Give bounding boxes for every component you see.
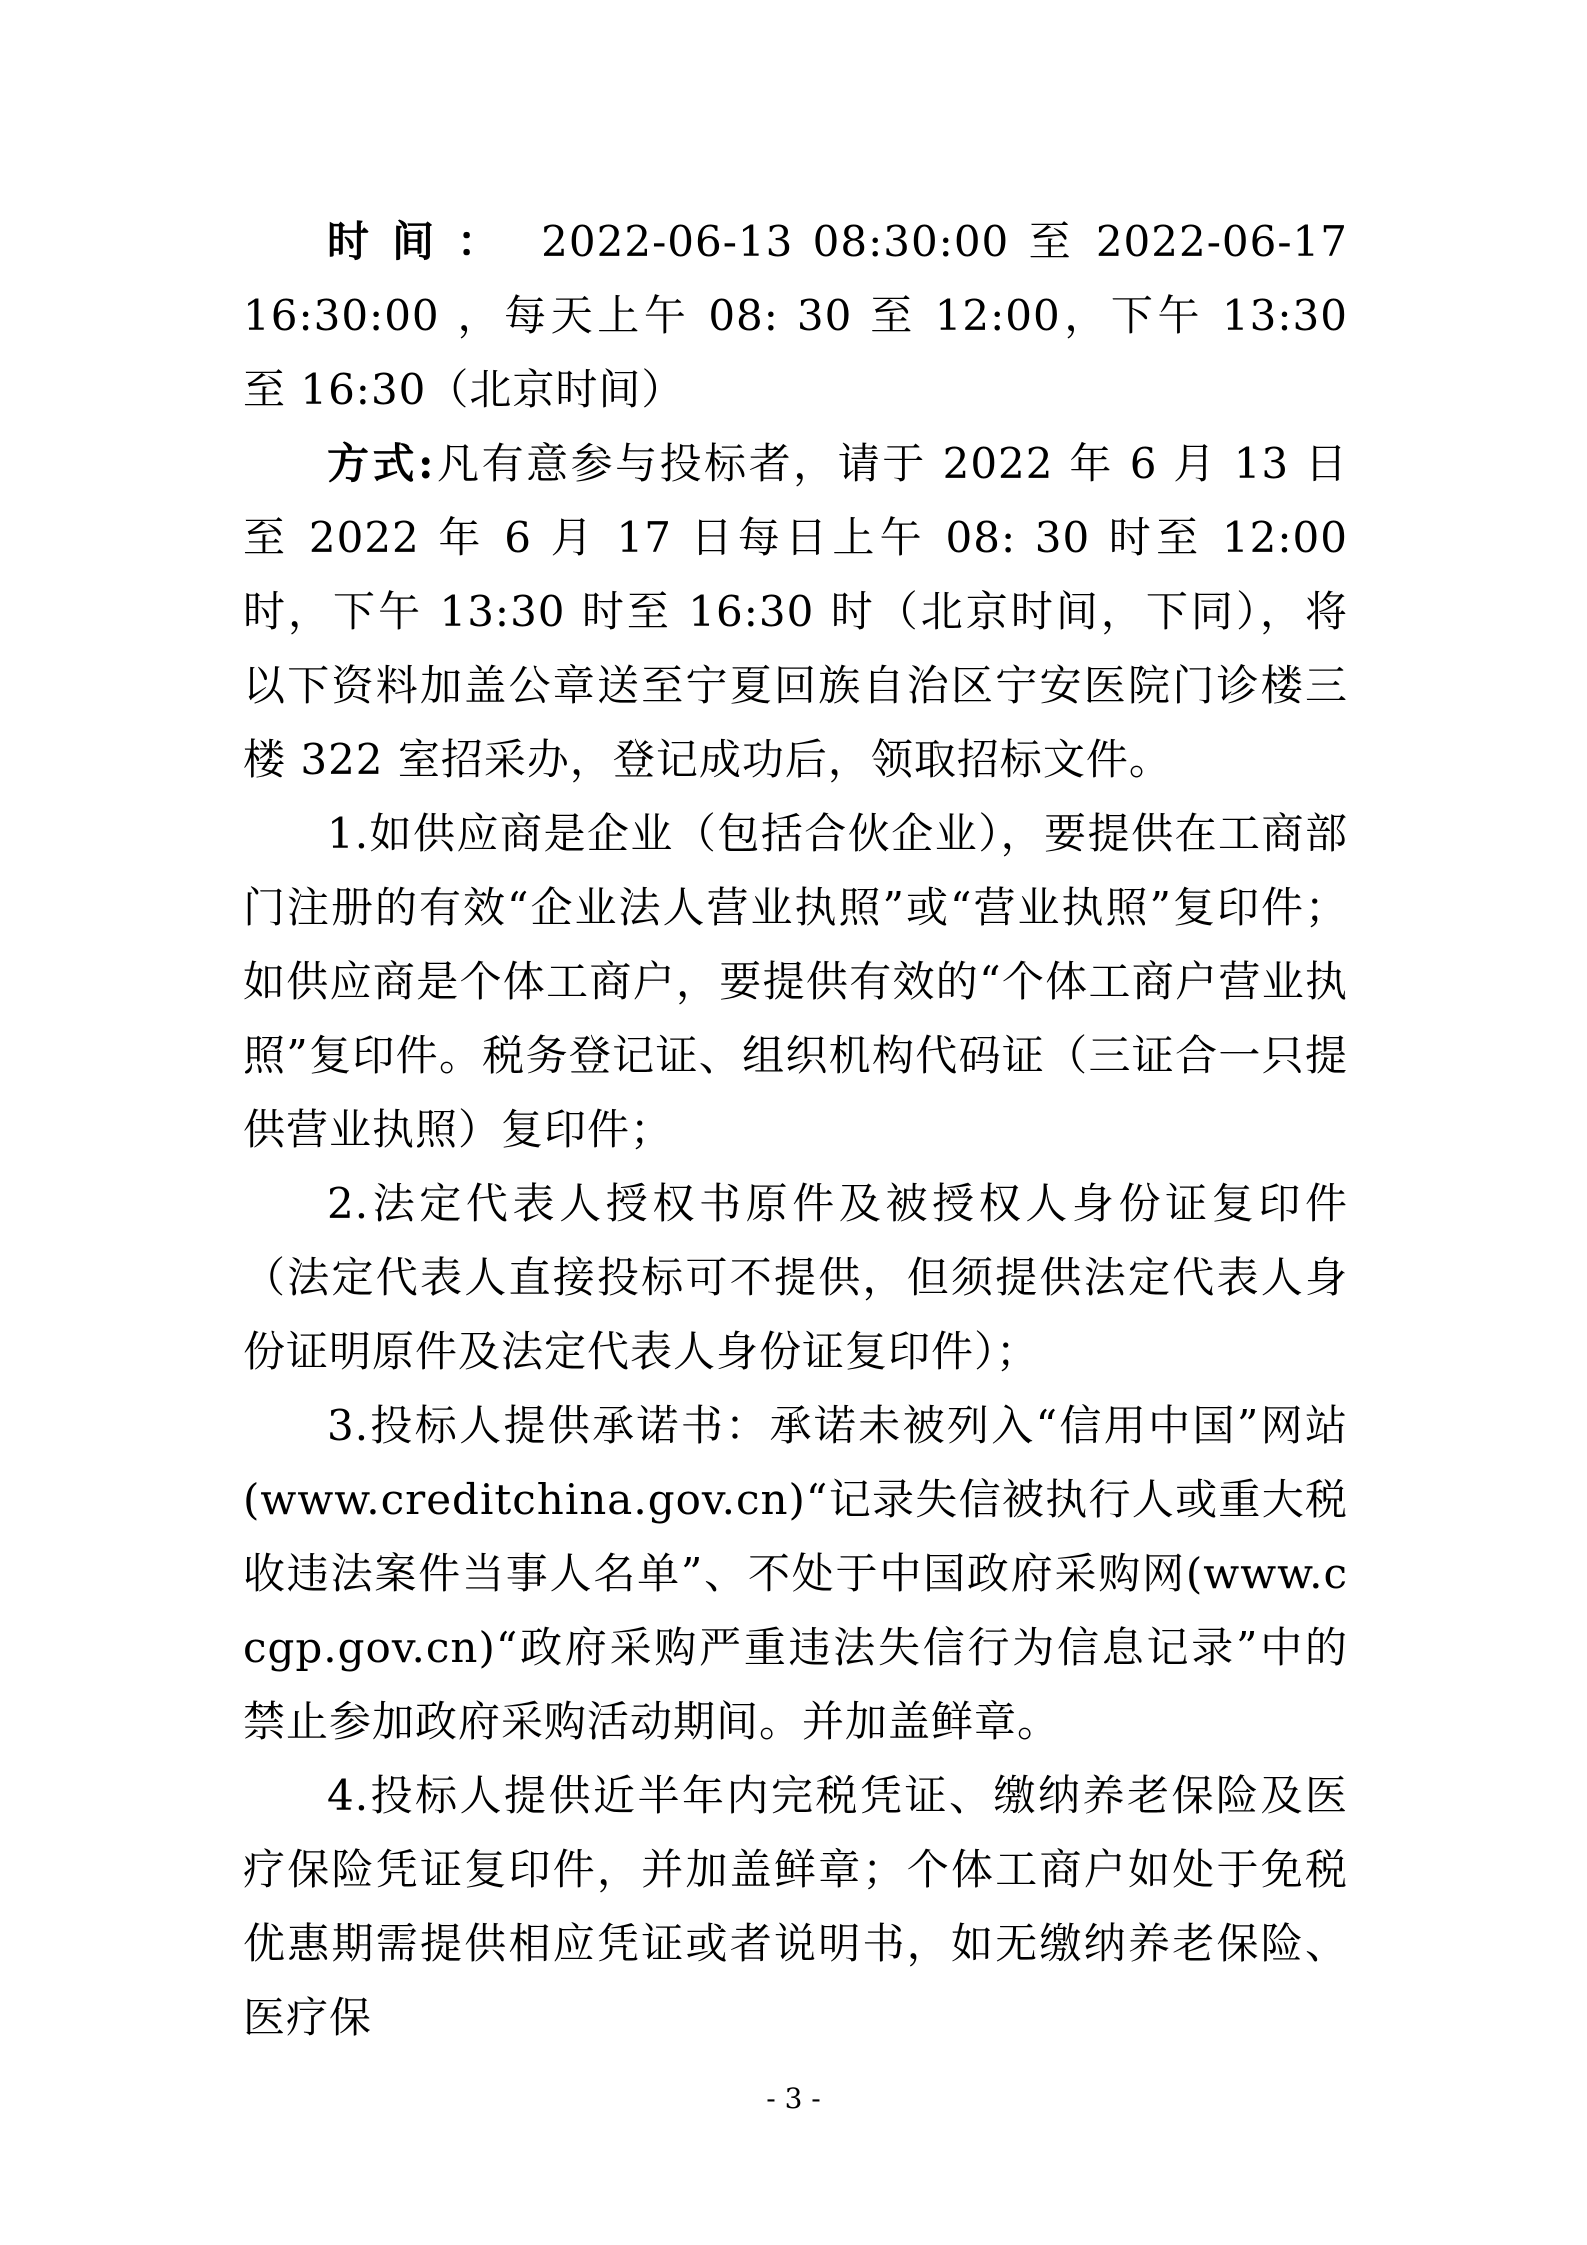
requirement-item-1: 1.如供应商是企业（包括合伙企业），要提供在工商部门注册的有效“企业法人营业执照”或“营业执照”复印件；如供应商是个体工商户，要提供有效的“个体工商户营业执照”复印件。税务登记证、组织机构代码证（三证合一只提供营业执照）复印件； [243,809,1348,1154]
time-label: 时间： [327,217,522,266]
time-paragraph [243,205,1348,427]
method-paragraph [243,427,1348,797]
method-text: 凡有意参与投标者，请于 2022 年 6 月 13 日至 2022 年 6 月 17 日每日上午 08: 30 时至 12:00 时，下午 13:30 时至 16:30 时（北京时间，下同），将以下资料加盖公章送至宁夏回族自治区宁安医院门诊楼三楼 322 室招采办，登记成功后，领取招标文件。 [243,439,1349,784]
method-label: 方式: [327,439,436,488]
requirement-item-3: 3.投标人提供承诺书：承诺未被列入“信用中国”网站(www.creditchina.gov.cn)“记录失信被执行人或重大税收违法案件当事人名单”、不处于中国政府采购网(www.ccgp.gov.cn)“政府采购严重违法失信行为信息记录”中的禁止参加政府采购活动期间。并加盖鲜章。 [243,1401,1348,1746]
time-text: 2022-06-13 08:30:00 至 2022-06-17 16:30:00 ，每天上午 08: 30 至 12:00，下午 13:30 至 16:30（北京时间） [243,217,1348,414]
requirement-item-4: 4.投标人提供近半年内完税凭证、缴纳养老保险及医疗保险凭证复印件，并加盖鲜章；个体工商户如处于免税优惠期需提供相应凭证或者说明书，如无缴纳养老保险、医疗保 [243,1771,1348,2042]
requirement-item-2: 2.法定代表人授权书原件及被授权人身份证复印件（法定代表人直接投标可不提供，但须提供法定代表人身份证明原件及法定代表人身份证复印件）； [243,1179,1348,1376]
page-number: - 3 - [766,2082,821,2115]
document-body [243,205,1348,2055]
